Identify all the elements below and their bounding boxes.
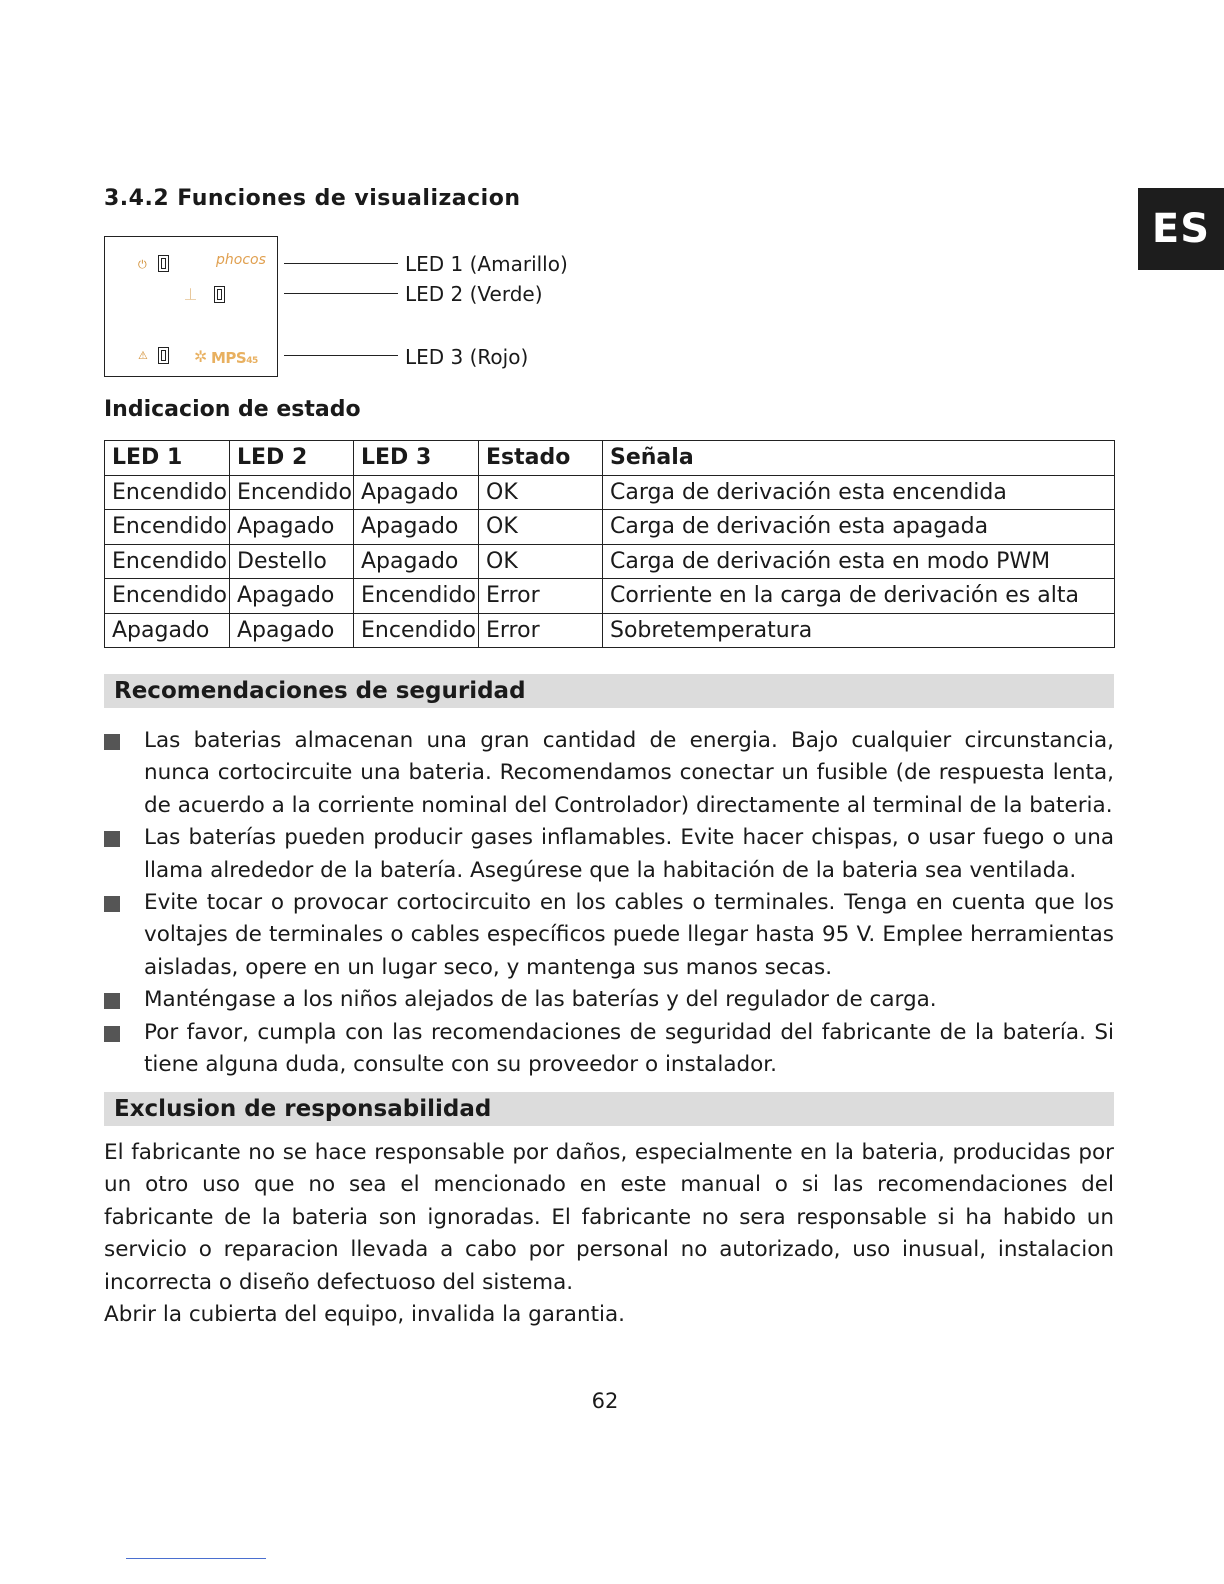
led-2-label: LED 2 (Verde) [405,282,543,306]
safety-section-header: Recomendaciones de seguridad [104,674,1114,708]
cell: Apagado [230,510,354,545]
section-title: 3.4.2 Funciones de visualizacion [104,186,521,211]
cell: Corriente en la carga de derivación es alta [603,579,1115,614]
page-number: 62 [591,1389,619,1413]
cell: Sobretemperatura [603,613,1115,648]
cell: Encendido [105,475,230,510]
cell: Encendido [230,475,354,510]
brand-logo: phocos [216,252,266,268]
header-senala: Señala [603,441,1115,476]
model-logo: MPS45 [211,349,258,367]
bullet-square-icon [104,734,120,750]
cell: Error [479,613,603,648]
header-led3: LED 3 [354,441,479,476]
cell: Apagado [354,544,479,579]
header-led2: LED 2 [230,441,354,476]
header-led1: LED 1 [105,441,230,476]
cell: Apagado [354,475,479,510]
led-2-indicator [214,286,225,303]
warning-icon: ⚠ [138,349,148,362]
cell: Encendido [105,510,230,545]
liability-paragraph: Abrir la cubierta del equipo, invalida la garantia. [104,1302,625,1328]
cell: Encendido [105,579,230,614]
list-item: Por favor, cumpla con las recomendaciones de seguridad del fabricante de la batería. Si tiene alguna duda, consulte con su proveedor o instalador. [104,1017,1114,1082]
footer-line [126,1558,266,1559]
table-row [105,475,1115,510]
led-2-leader-line [284,293,398,294]
status-table [104,440,1115,648]
liability-text [104,1137,1114,1331]
cell: Carga de derivación esta en modo PWM [603,544,1115,579]
diversion-load-icon: ⏊ [185,288,196,301]
bullet-square-icon [104,1026,120,1042]
device-panel-illustration [104,236,278,377]
header-estado: Estado [479,441,603,476]
cell: Apagado [230,579,354,614]
led-1-leader-line [284,263,398,264]
table-row [105,544,1115,579]
table-row [105,613,1115,648]
bullet-square-icon [104,993,120,1009]
bullet-square-icon [104,831,120,847]
led-3-leader-line [284,355,398,356]
list-item: Evite tocar o provocar cortocircuito en los cables o terminales. Tenga en cuenta que los voltajes de terminales o cables específicos puede llegar hasta 95 V. Emplee herramientas aisladas, opere en un lugar seco, y mantenga sus manos secas. [104,887,1114,984]
cell: Apagado [354,510,479,545]
cell: Encendido [105,544,230,579]
cell: OK [479,510,603,545]
liability-paragraph: El fabricante no se hace responsable por daños, especialmente en la bateria, producidas por un otro uso que no sea el mencionado en este manual o si las recomendaciones del fabricante de la bateria son ignoradas. El fabricante no sera responsable si ha habido un servicio o reparacion llevada a cabo por personal no autorizado, uso inusual, instalacion incorrecta o diseño defectuoso del sistema. [104,1140,1114,1295]
cell: OK [479,475,603,510]
cell: Carga de derivación esta encendida [603,475,1115,510]
cell: Encendido [354,579,479,614]
cell: Encendido [354,613,479,648]
table-row [105,510,1115,545]
status-title: Indicacion de estado [104,397,361,422]
led-1-label: LED 1 (Amarillo) [405,252,568,276]
cell: Apagado [105,613,230,648]
cell: Apagado [230,613,354,648]
power-icon: ⏻ [138,258,147,271]
led-3-label: LED 3 (Rojo) [405,345,529,369]
led-1-indicator [158,255,169,272]
led-3-indicator [158,347,169,364]
language-tab: ES [1138,188,1224,270]
safety-list [104,725,1114,1081]
cell: OK [479,544,603,579]
cell: Carga de derivación esta apagada [603,510,1115,545]
list-item: Las baterias almacenan una gran cantidad de energia. Bajo cualquier circunstancia, nunca cortocircuite una bateria. Recomendamos conectar un fusible (de respuesta lenta, de acuerdo a la corriente nominal del Controlador) directamente al terminal de la bateria. [104,725,1114,822]
bullet-square-icon [104,896,120,912]
table-row [105,579,1115,614]
liability-section-header: Exclusion de responsabilidad [104,1092,1114,1126]
table-header-row [105,441,1115,476]
gear-logo-icon: ✲ [194,347,208,366]
cell: Error [479,579,603,614]
list-item: Las baterías pueden producir gases inflamables. Evite hacer chispas, o usar fuego o una llama alrededor de la batería. Asegúrese que la habitación de la bateria sea ventilada. [104,822,1114,887]
cell: Destello [230,544,354,579]
list-item: Manténgase a los niños alejados de las baterías y del regulador de carga. [104,984,1114,1016]
